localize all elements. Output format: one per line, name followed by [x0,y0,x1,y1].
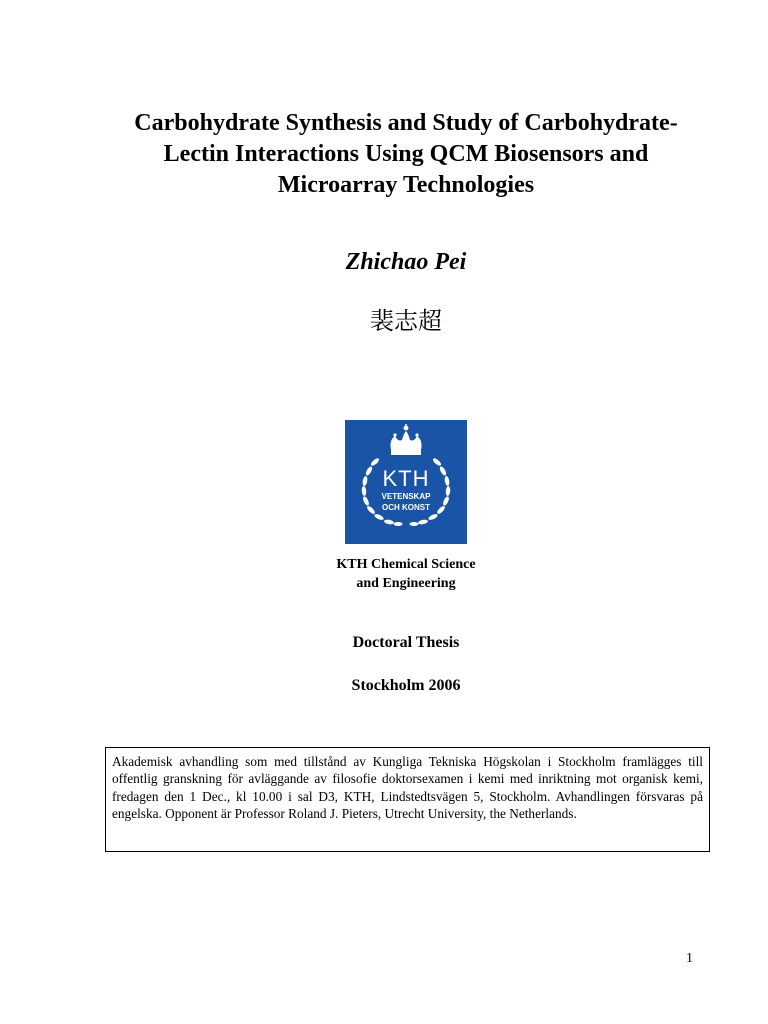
author-name-chinese: 裴志超 [370,307,442,335]
author-name: Zhichao Pei [345,249,467,275]
thesis-title [60,108,752,201]
department-line-2: and Engineering [356,576,456,591]
kth-logo-motto-line-1: VETENSKAP [381,492,431,501]
page-number: 1 [686,951,693,966]
kth-logo-wordmark: KTH [382,466,430,491]
thesis-title-line-2: Lectin Interactions Using QCM Biosensors and [163,141,649,167]
department-line-1: KTH Chemical Science [336,557,476,572]
thesis-type: Doctoral Thesis [352,634,460,651]
kth-logo-motto-line-2: OCH KONST [382,503,430,512]
kth-logo [345,420,467,544]
thesis-title-line-1: Carbohydrate Synthesis and Study of Carbohydrate- [134,110,678,136]
place-and-year: Stockholm 2006 [351,677,461,694]
thesis-title-line-3: Microarray Technologies [277,172,535,198]
defense-notice-box: Akademisk avhandling som med tillstånd av Kungliga Tekniska Högskolan i Stockholm framlägges till offentlig granskning för avläggande av filosofie doktorsexamen i kemi med inriktning mot organisk kemi, fredagen den 1 Dec., kl 10.00 i sal D3, KTH, Lindstedtsvägen 5, Stockholm. Avhandlingen försvaras på engelska. Opponent är Professor Roland J. Pieters, Utrecht University, the Netherlands. [105,747,710,852]
department-name [300,555,512,593]
